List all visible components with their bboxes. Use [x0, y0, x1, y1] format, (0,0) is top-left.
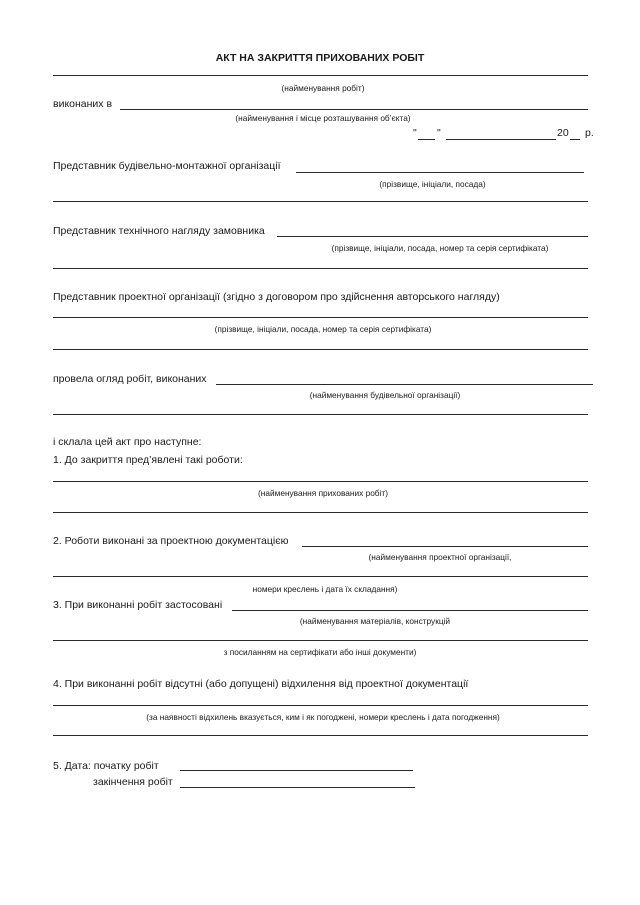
drawings-caption: номери креслень і дата їх складання)	[252, 584, 398, 594]
date-year-line[interactable]	[570, 139, 580, 140]
date-month-line[interactable]	[446, 139, 556, 140]
rep-contractor-line[interactable]	[296, 172, 584, 173]
item2-line-2[interactable]	[53, 576, 588, 577]
certificates-caption: з посиланням на сертифікати або інші документи)	[223, 647, 417, 657]
work-name-line[interactable]	[53, 75, 588, 76]
rep-design-line-2[interactable]	[53, 349, 588, 350]
item3-label: 3. При виконанні робіт застосовані	[53, 599, 223, 611]
item1-line-2[interactable]	[53, 512, 588, 513]
performed-in-label: виконаних в	[53, 98, 113, 110]
construction-org-caption: (найменування будівельної організації)	[309, 390, 461, 400]
rep-contractor-line-2[interactable]	[53, 201, 588, 202]
drew-up-label: і склала цей акт про наступне:	[53, 436, 202, 448]
materials-caption: (найменування матеріалів, конструкцій	[299, 616, 451, 626]
date-quote-open: "	[413, 127, 417, 139]
date-year-suffix: р.	[585, 127, 594, 139]
item2-label: 2. Роботи виконані за проектною документацією	[53, 535, 289, 547]
item1-label: 1. До закриття пред’явлені такі роботи:	[53, 454, 243, 466]
rep-tech-line-2[interactable]	[53, 268, 588, 269]
rep-design-caption: (прізвище, ініціали, посада, номер та серія сертифіката)	[214, 324, 432, 334]
hidden-works-caption: (найменування прихованих робіт)	[258, 488, 388, 498]
rep-tech-line[interactable]	[277, 236, 588, 237]
rep-contractor-caption: (прізвище, ініціали, посада)	[379, 179, 486, 189]
item1-line[interactable]	[53, 481, 588, 482]
design-org-caption: (найменування проектної організації,	[368, 552, 512, 562]
object-line[interactable]	[120, 109, 588, 110]
rep-design-line[interactable]	[53, 317, 588, 318]
document-title: АКТ НА ЗАКРИТТЯ ПРИХОВАНИХ РОБІТ	[215, 52, 425, 64]
inspected-label: провела огляд робіт, виконаних	[53, 373, 207, 385]
end-date-line[interactable]	[180, 787, 415, 788]
item4-line-2[interactable]	[53, 735, 588, 736]
rep-contractor-label: Представник будівельно-монтажної організації	[53, 160, 281, 172]
deviations-caption: (за наявності відхилень вказується, ким і як погоджені, номери креслень і дата погодження)	[146, 712, 500, 722]
rep-tech-label: Представник технічного нагляду замовника	[53, 225, 265, 237]
item2-line[interactable]	[302, 546, 588, 547]
start-date-line[interactable]	[180, 770, 413, 771]
item4-line[interactable]	[53, 705, 588, 706]
rep-design-label: Представник проектної організації (згідно з договором про здійснення авторського нагляду)	[53, 291, 500, 303]
date-day-line[interactable]	[418, 139, 435, 140]
inspected-line[interactable]	[216, 384, 593, 385]
item3-line-2[interactable]	[53, 640, 588, 641]
object-caption: (найменування і місце розташування об’єкта)	[235, 113, 411, 123]
work-name-caption: (найменування робіт)	[281, 83, 365, 93]
rep-tech-caption: (прізвище, ініціали, посада, номер та серія сертифіката)	[331, 243, 549, 253]
item3-line[interactable]	[232, 610, 588, 611]
item4-label: 4. При виконанні робіт відсутні (або допущені) відхилення від проектної документації	[53, 678, 469, 690]
inspected-line-2[interactable]	[53, 414, 588, 415]
date-quote-close: "	[437, 127, 441, 139]
item5-end-label: закінчення робіт	[93, 776, 173, 788]
item5-label: 5. Дата: початку робіт	[53, 760, 159, 772]
date-year-prefix: 20	[557, 127, 569, 139]
